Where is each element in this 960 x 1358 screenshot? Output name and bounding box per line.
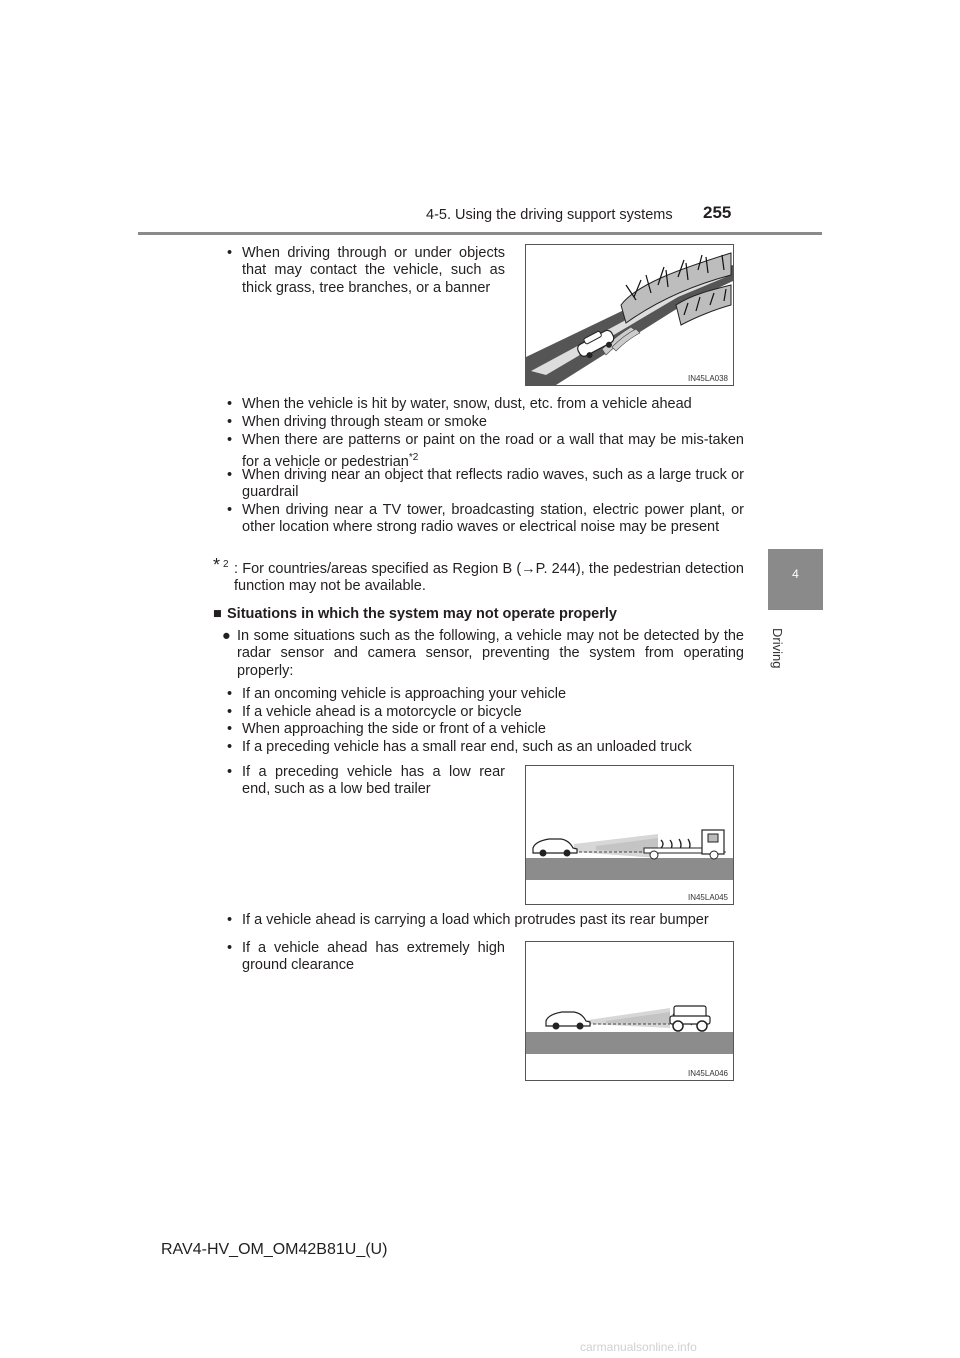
figure-code: IN45LA038 <box>687 374 728 383</box>
list-item: • When driving near an object that reflects radio waves, such as a large truck or guardrail <box>227 467 744 501</box>
list-item: • When approaching the side or front of a vehicle <box>227 721 546 737</box>
list-item: • If a vehicle ahead is a motorcycle or bicycle <box>227 704 522 720</box>
figure-grass-tunnel <box>525 244 734 386</box>
figure-code: IN45LA046 <box>687 1069 728 1078</box>
subsection-heading: ■ Situations in which the system may not operate properly <box>213 606 617 622</box>
list-item: • When there are patterns or paint on the road or a wall that may be mis-taken for a vehicle or pedestrian$^{*2}$ <box>227 432 744 471</box>
figure-high-clearance <box>525 941 734 1081</box>
chapter-number: 4 <box>792 567 799 581</box>
list-item: • When driving near a TV tower, broadcasting station, electric power plant, or other location where strong radio waves or electrical noise may be present <box>227 502 744 536</box>
list-item: • If a preceding vehicle has a low rear end, such as a low bed trailer <box>227 764 505 798</box>
footnote-ref: *2 <box>408 452 419 464</box>
footnote: * 2 : For countries/areas specified as Region B (→P. 244), the pedestrian detection function may not be available. <box>213 555 744 595</box>
figure-low-bed-trailer <box>525 765 734 905</box>
watermark: carmanualsonline.info <box>580 1340 697 1354</box>
section-title: 4-5. Using the driving support systems <box>426 207 673 223</box>
page-number: 255 <box>703 203 732 222</box>
figure-code: IN45LA045 <box>687 893 728 902</box>
document-code: RAV4-HV_OM_OM42B81U_(U) <box>161 1241 388 1258</box>
list-item: • When the vehicle is hit by water, snow, dust, etc. from a vehicle ahead <box>227 396 692 412</box>
list-item: • When driving through or under objects that may contact the vehicle, such as thick grass, tree branches, or a banner <box>227 245 505 296</box>
intro-paragraph: ● In some situations such as the following, a vehicle may not be detected by the radar sensor and camera sensor, preventing the system from operating properly: <box>222 628 744 679</box>
header-rule <box>138 232 822 235</box>
list-item: • If a preceding vehicle has a small rear end, such as an unloaded truck <box>227 739 692 755</box>
list-item: • If a vehicle ahead is carrying a load which protrudes past its rear bumper <box>227 912 709 928</box>
list-item: • If a vehicle ahead has extremely high ground clearance <box>227 940 505 974</box>
list-item: • If an oncoming vehicle is approaching your vehicle <box>227 686 567 702</box>
chapter-label: Driving <box>770 628 785 669</box>
list-item: • When driving through steam or smoke <box>227 414 487 430</box>
